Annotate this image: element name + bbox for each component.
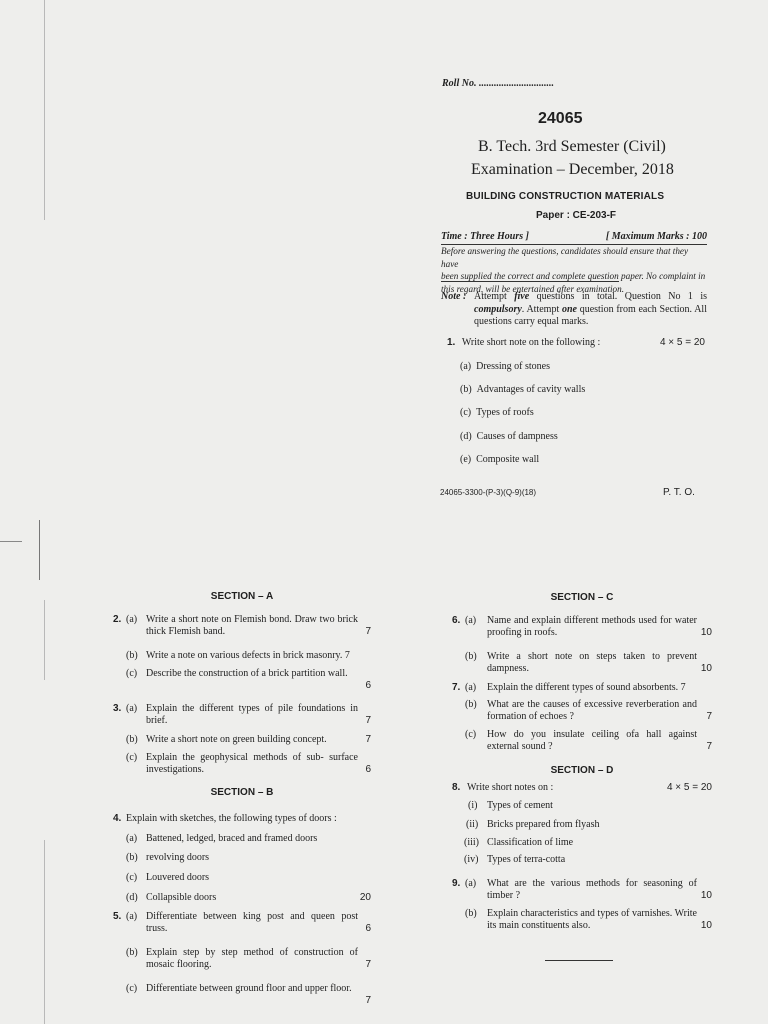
question-8i <box>452 800 712 812</box>
section-a-heading: SECTION – A <box>210 591 274 602</box>
note <box>441 291 707 329</box>
item-text: Write a short note on steps taken to prevent dampness. <box>487 651 697 674</box>
item-text: Advantages of cavity walls <box>476 384 586 395</box>
item-marks: 20 <box>359 892 371 903</box>
item-text: Composite wall <box>476 454 540 465</box>
scan-edge-line <box>44 600 45 680</box>
page-turn-over: P. T. O. <box>663 487 695 498</box>
item-marks: 4 × 5 = 20 <box>666 782 712 793</box>
question-7a <box>452 682 712 694</box>
maximum-marks: [ Maximum Marks : 100 <box>605 231 707 242</box>
item-label: (b) <box>126 650 138 661</box>
scan-edge-line <box>44 840 45 1024</box>
question-text: Write short note on the following : <box>461 337 601 348</box>
item-marks: 7 <box>706 711 712 722</box>
question-8iv <box>452 854 712 866</box>
exam-title: Examination – December, 2018 <box>471 161 674 178</box>
note-emphasis: compulsory <box>474 303 522 315</box>
item-label: (b) <box>460 384 472 395</box>
item-text: Battened, ledged, braced and framed doors <box>146 833 318 844</box>
question-marks: 4 × 5 = 20 <box>659 337 705 348</box>
item-label: (c) <box>126 668 138 679</box>
time-allowed: Time : Three Hours ] <box>441 231 529 242</box>
instructions <box>441 245 707 295</box>
item-text: Louvered doors <box>146 872 210 883</box>
question-number: 2. <box>113 614 122 625</box>
item-text: What are the causes of excessive reverberation and formation of echoes ? <box>487 699 697 722</box>
item-text: What are the various methods for seasoning of timber ? <box>487 878 697 901</box>
item-label: (b) <box>465 699 477 710</box>
item-text: Write a short note on Flemish bond. Draw two brick thick Flemish band. <box>146 614 358 637</box>
note-part: Attempt <box>474 291 515 302</box>
question-5c <box>113 983 371 1007</box>
item-text: Explain characteristics and types of varnishes. Write its main constituents also. <box>487 908 697 931</box>
item-label: (a) <box>465 878 477 889</box>
instructions-line: this regard, will be entertained after examination. <box>441 283 625 294</box>
question-8 <box>452 782 712 794</box>
item-text: How do you insulate ceiling ofa hall against external sound ? <box>487 729 697 752</box>
item-label: (d) <box>126 892 138 903</box>
section-b-heading: SECTION – B <box>210 787 274 798</box>
question-8ii <box>452 819 712 831</box>
note-part: . Attempt <box>521 303 562 315</box>
question-number: 1. <box>447 337 456 348</box>
question-4 <box>113 813 371 825</box>
note-emphasis: one <box>561 303 577 315</box>
item-label: (a) <box>465 615 477 626</box>
paper-code: 24065 <box>538 110 583 127</box>
item-marks: 6 <box>365 680 371 691</box>
item-marks: 7 <box>365 715 371 726</box>
instructions-line: Before answering the questions, candidates should ensure that they have <box>441 246 689 269</box>
item-text: Types of terra-cotta <box>487 854 566 865</box>
divider <box>441 281 619 282</box>
scan-edge-line <box>39 520 40 580</box>
item-text: Explain the geophysical methods of sub- surface investigations. <box>146 752 358 775</box>
item-text: Explain step by step method of construction of mosaic flooring. <box>146 947 358 970</box>
item-marks: 7 <box>365 626 371 637</box>
item-text: Write a note on various defects in brick masonry. 7 <box>146 650 350 661</box>
question-6a <box>452 615 712 639</box>
item-label: (b) <box>126 734 138 745</box>
scan-edge-line <box>0 541 22 542</box>
item-label: (a) <box>126 614 138 625</box>
list-item <box>460 407 534 419</box>
item-label: (b) <box>126 852 138 863</box>
item-text: revolving doors <box>146 852 210 863</box>
item-text: Types of roofs <box>476 407 534 418</box>
item-marks: 7 <box>706 741 712 752</box>
item-text: Explain the different types of pile foundations in brief. <box>146 703 358 726</box>
question-number: 7. <box>452 682 461 693</box>
note-text <box>474 291 707 329</box>
item-label: (iii) <box>464 837 479 848</box>
question-9a <box>452 878 712 902</box>
list-item <box>460 454 539 466</box>
question-4c <box>113 872 371 884</box>
question-number: 9. <box>452 878 461 889</box>
time-marks-row <box>441 231 707 245</box>
degree-title: B. Tech. 3rd Semester (Civil) <box>478 138 666 155</box>
item-marks: 6 <box>365 764 371 775</box>
item-text: Dressing of stones <box>476 361 550 372</box>
question-2b <box>113 650 371 662</box>
item-label: (a) <box>465 682 477 693</box>
question-8iii <box>452 837 712 849</box>
item-label: (ii) <box>466 819 479 830</box>
note-label: Note : <box>441 291 467 302</box>
question-5b <box>113 947 371 971</box>
item-marks: 7 <box>365 995 371 1006</box>
section-d-heading: SECTION – D <box>550 765 614 776</box>
note-emphasis: five <box>514 291 530 302</box>
item-label: (b) <box>126 947 138 958</box>
question-7b <box>452 699 712 723</box>
question-number: 5. <box>113 911 122 922</box>
list-item <box>460 361 550 373</box>
question-2c <box>113 668 371 692</box>
section-c-heading: SECTION – C <box>550 592 614 603</box>
question-2a <box>113 614 371 638</box>
roll-number-field: Roll No. .............................. <box>442 78 554 89</box>
item-label: (iv) <box>464 854 479 865</box>
item-text: Describe the construction of a brick partition wall. <box>146 668 348 679</box>
item-marks: 10 <box>700 890 712 901</box>
item-label: (d) <box>460 431 472 442</box>
paper-number: Paper : CE-203-F <box>536 210 617 221</box>
item-text: Explain the different types of sound absorbents. 7 <box>487 682 686 693</box>
item-marks: 7 <box>365 959 371 970</box>
item-text: Types of cement <box>487 800 553 811</box>
item-marks: 6 <box>365 923 371 934</box>
question-3b <box>113 734 371 746</box>
item-label: (a) <box>460 361 472 372</box>
question-number: 3. <box>113 703 122 714</box>
question-text: Write short notes on : <box>467 782 554 793</box>
question-4b <box>113 852 371 864</box>
list-item <box>460 384 585 396</box>
item-text: Causes of dampness <box>476 431 558 442</box>
item-label: (c) <box>126 983 138 994</box>
item-label: (b) <box>465 908 477 919</box>
question-3a <box>113 703 371 727</box>
question-7c <box>452 729 712 753</box>
question-4a <box>113 833 371 845</box>
item-label: (e) <box>460 454 472 465</box>
item-marks: 7 <box>365 734 371 745</box>
item-label: (a) <box>126 911 138 922</box>
question-3c <box>113 752 371 776</box>
item-label: (b) <box>465 651 477 662</box>
item-marks: 10 <box>700 627 712 638</box>
item-label: (a) <box>126 703 138 714</box>
item-text: Differentiate between king post and queen post truss. <box>146 911 358 934</box>
item-text: Classification of lime <box>487 837 574 848</box>
question-9b <box>452 908 712 932</box>
item-text: Write a short note on green building concept. <box>146 734 327 745</box>
item-text: Differentiate between ground floor and upper floor. <box>146 983 352 994</box>
item-text: Collapsible doors <box>146 892 217 903</box>
item-label: (c) <box>126 752 138 763</box>
question-4d <box>113 892 371 904</box>
question-number: 8. <box>452 782 461 793</box>
note-part: question from each Section. All questions carry equal marks. <box>474 303 707 327</box>
question-5a <box>113 911 371 935</box>
item-text: Name and explain different methods used for water proofing in roofs. <box>487 615 697 638</box>
item-label: (c) <box>126 872 138 883</box>
item-text: Bricks prepared from flyash <box>487 819 600 830</box>
subject-title: BUILDING CONSTRUCTION MATERIALS <box>466 191 665 202</box>
question-6b <box>452 651 712 675</box>
item-label: (c) <box>460 407 472 418</box>
item-label: (a) <box>126 833 138 844</box>
question-number: 6. <box>452 615 461 626</box>
question-1 <box>447 337 705 351</box>
end-rule <box>545 960 613 961</box>
question-text: Explain with sketches, the following types of doors : <box>126 813 337 824</box>
item-label: (i) <box>468 800 478 811</box>
scan-edge-line <box>44 0 45 220</box>
item-label: (c) <box>465 729 477 740</box>
note-part: questions in total. Question No 1 is <box>529 291 707 302</box>
list-item <box>460 431 558 443</box>
question-number: 4. <box>113 813 122 824</box>
instructions-line: been supplied the correct and complete question paper. No complaint in <box>441 271 706 281</box>
item-marks: 10 <box>700 920 712 931</box>
footer-code: 24065-3300-(P-3)(Q-9)(18) <box>440 488 537 497</box>
item-marks: 10 <box>700 663 712 674</box>
